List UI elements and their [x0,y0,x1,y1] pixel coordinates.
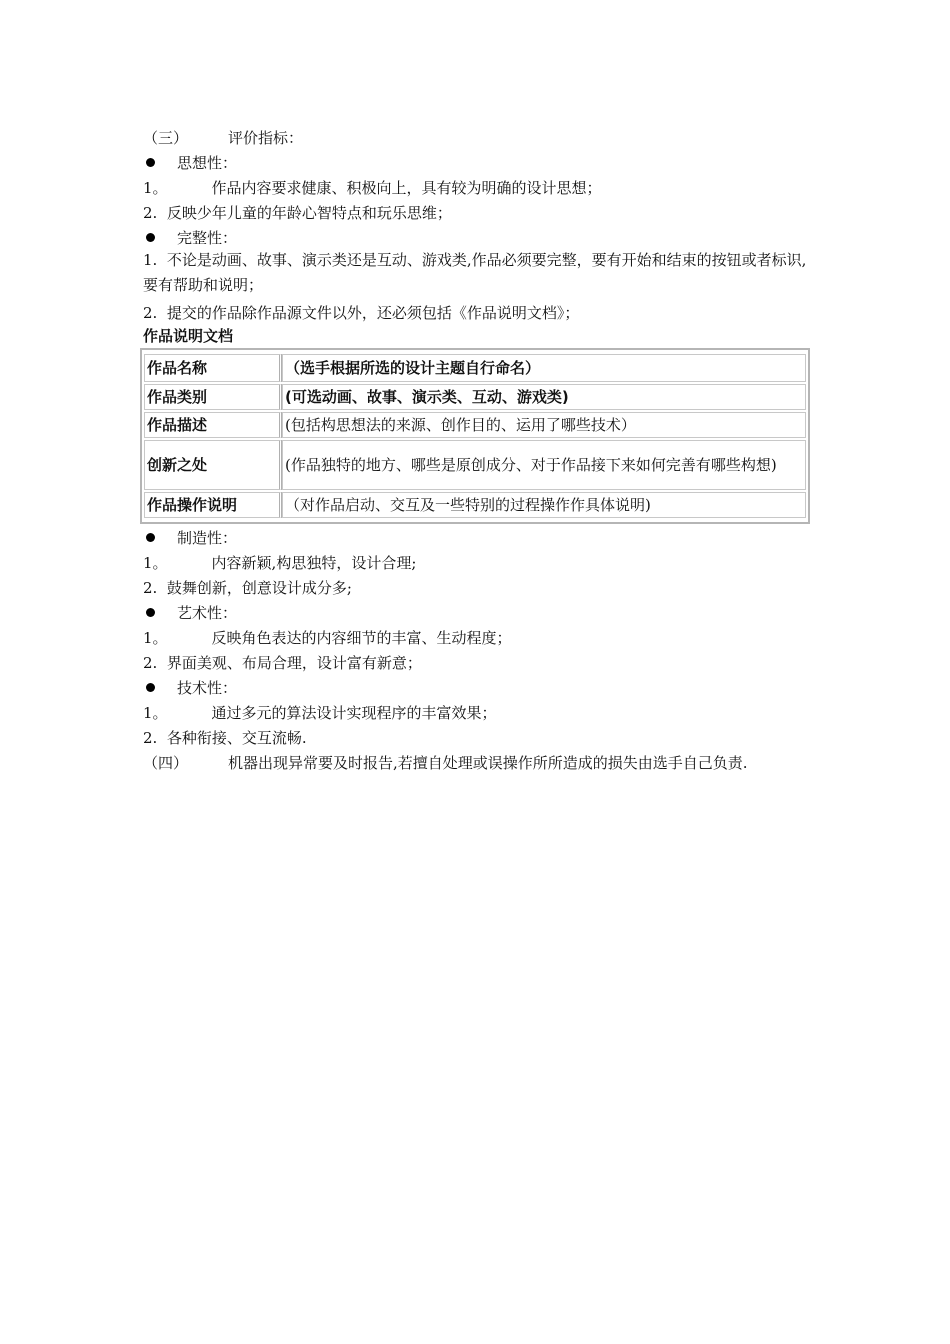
table-row [144,384,806,410]
table-label: 创新之处 [144,440,282,490]
section-4-text: 机器出现异常要及时报告,若擅自处理或误操作所所造成的损失由选手自己负责. [228,754,748,772]
bullet-completeness [143,228,237,248]
item-text: 内容新颖,构思独特，设计合理; [211,554,417,572]
item-text: 鼓舞创新，创意设计成分多; [166,579,352,597]
item-text: 通过多元的算法设计实现程序的丰富效果； [211,704,497,722]
bullet-completeness-title: 完整性： [177,229,238,247]
list-item [143,728,307,748]
item-number: 2. [143,729,158,747]
table-row [144,440,806,490]
bullet-icon [146,683,155,692]
bullet-icon [146,233,155,242]
list-item [143,553,416,573]
bullet-technique-title: 技术性： [177,679,238,697]
item-number: 2. [143,304,158,322]
item-number: 1。 [143,704,168,722]
item-text: 作品内容要求健康、积极向上，具有较为明确的设计思想； [211,179,602,197]
item-number: 2. [143,654,158,672]
item-text: 界面美观、布局合理，设计富有新意； [166,654,422,672]
item-number: 2. [143,579,158,597]
table-row [144,492,806,518]
list-item [143,703,497,723]
bullet-creativity-title: 制造性： [177,529,238,547]
table-label: 作品名称 [144,354,282,382]
item-number: 1。 [143,179,168,197]
section-3-heading [143,128,303,148]
doc-title: 作品说明文档 [143,327,234,345]
table-label: 作品类别 [144,384,282,410]
section-4-number: （四） [143,754,189,772]
table-value: （选手根据所选的设计主题自行命名） [282,354,806,382]
item-text: 反映角色表达的内容细节的丰富、生动程度； [211,629,512,647]
list-item [143,203,452,223]
list-item [143,653,422,673]
item-text: 各种衔接、交互流畅. [166,729,307,747]
list-item [143,248,811,298]
table-row [144,412,806,438]
bullet-ideology-title: 思想性： [177,154,238,172]
list-item [143,628,512,648]
bullet-icon [146,608,155,617]
table-label: 作品操作说明 [144,492,282,518]
table-row [144,354,806,382]
section-4-heading [143,753,748,773]
list-item [143,303,579,323]
list-item [143,178,602,198]
item-number: 1。 [143,629,168,647]
bullet-icon [146,158,155,167]
doc-spec-table [140,348,810,524]
item-text: 不论是动画、故事、演示类还是互动、游戏类,作品必须要完整，要有开始和结束的按钮或者标识,要有帮助和说明； [143,251,807,294]
bullet-artistry-title: 艺术性： [177,604,238,622]
bullet-technique [143,678,237,698]
table-value: （对作品启动、交互及一些特别的过程操作作具体说明) [282,492,806,518]
item-text: 提交的作品除作品源文件以外，还必须包括《作品说明文档》； [166,304,580,322]
table-label: 作品描述 [144,412,282,438]
table-value: (作品独特的地方、哪些是原创成分、对于作品接下来如何完善有哪些构想) [282,440,806,490]
item-number: 1。 [143,554,168,572]
table-value: (可选动画、故事、演示类、互动、游戏类) [282,384,806,410]
item-number: 1. [143,251,158,269]
item-text: 反映少年儿童的年龄心智特点和玩乐思维； [166,204,452,222]
item-number: 2. [143,204,158,222]
bullet-icon [146,533,155,542]
list-item [143,578,352,598]
table-value: (包括构思想法的来源、创作目的、运用了哪些技术） [282,412,806,438]
section-3-number: （三） [143,129,189,147]
bullet-artistry [143,603,237,623]
bullet-ideology [143,153,237,173]
bullet-creativity [143,528,237,548]
section-3-title: 评价指标： [228,129,304,147]
